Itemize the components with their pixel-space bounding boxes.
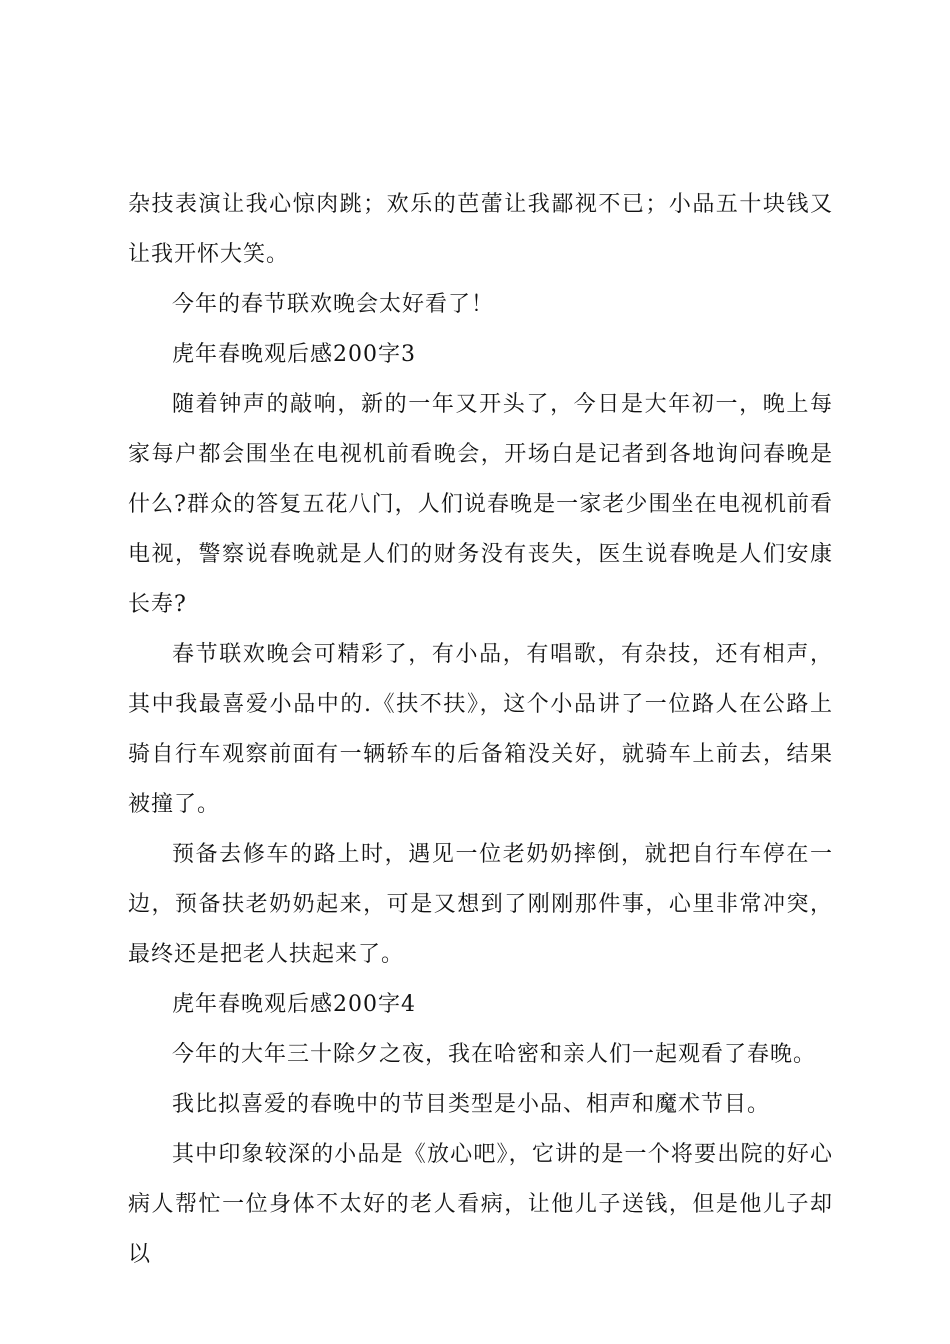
paragraph-5: 预备去修车的路上时，遇见一位老奶奶摔倒，就把自行车停在一边，预备扶老奶奶起来，可是又想到了刚刚那件事，心里非常冲突，最终还是把老人扶起来了。 xyxy=(128,842,833,967)
paragraph-2: 今年的春节联欢晚会太好看了！ xyxy=(172,292,495,317)
paragraph-7: 我比拟喜爱的春晚中的节目类型是小品、相声和魔术节目。 xyxy=(172,1092,771,1117)
section-heading-3: 虎年春晚观后感200字3 xyxy=(172,342,416,367)
paragraph-8: 其中印象较深的小品是《放心吧》，它讲的是一个将要出院的好心病人帮忙一位身体不太好的老人看病，让他儿子送钱，但是他儿子却以 xyxy=(128,1142,833,1267)
document-body xyxy=(128,180,833,1280)
paragraph-6: 今年的大年三十除夕之夜，我在哈密和亲人们一起观看了春晚。 xyxy=(172,1042,817,1067)
section-heading-4: 虎年春晚观后感200字4 xyxy=(172,992,416,1017)
paragraph-3: 随着钟声的敲响，新的一年又开头了，今日是大年初一，晚上每家每户都会围坐在电视机前看晚会，开场白是记者到各地询问春晚是什么?群众的答复五花八门，人们说春晚是一家老少围坐在电视机前看电视，警察说春晚就是人们的财务没有丧失，医生说春晚是人们安康长寿? xyxy=(128,392,833,617)
paragraph-4: 春节联欢晚会可精彩了，有小品，有唱歌，有杂技，还有相声，其中我最喜爱小品中的.《扶不扶》，这个小品讲了一位路人在公路上骑自行车观察前面有一辆轿车的后备箱没关好，就骑车上前去，结果被撞了。 xyxy=(128,642,833,817)
paragraph-1: 杂技表演让我心惊肉跳；欢乐的芭蕾让我鄙视不已；小品五十块钱又让我开怀大笑。 xyxy=(128,192,833,267)
